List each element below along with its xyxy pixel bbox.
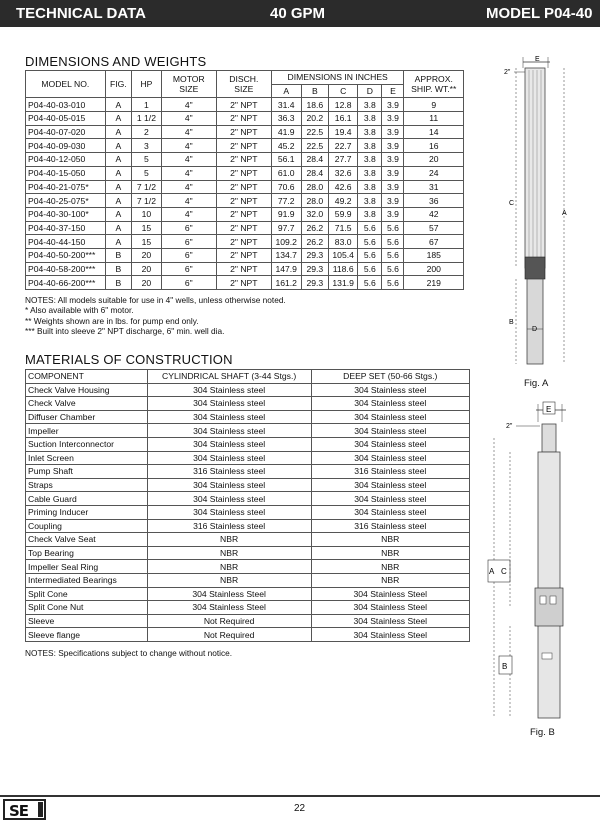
- table-cell: 3.9: [382, 153, 404, 167]
- table-cell: 20.2: [301, 112, 329, 126]
- table-cell: 304 Stainless Steel: [311, 587, 469, 601]
- table-row: [26, 207, 464, 221]
- table-cell: 131.9: [329, 276, 358, 290]
- table-row: [26, 424, 470, 438]
- th-c: C: [329, 84, 358, 98]
- table-cell: P04-40-05-015: [26, 112, 106, 126]
- table-cell: 316 Stainless steel: [147, 519, 311, 533]
- table-cell: 1: [132, 98, 162, 112]
- table-cell: P04-40-66-200***: [26, 276, 106, 290]
- table-cell: 29.3: [301, 276, 329, 290]
- table-cell: 42.6: [329, 180, 358, 194]
- table-row: [26, 139, 464, 153]
- table-cell: 3.8: [358, 153, 382, 167]
- table-cell: 316 Stainless steel: [311, 519, 469, 533]
- table-cell: 4": [161, 207, 216, 221]
- table-cell: 42: [404, 207, 464, 221]
- table-cell: 2" NPT: [216, 125, 271, 139]
- header-model: MODEL P04-40: [486, 5, 593, 22]
- figure-b-diagram: [480, 398, 600, 728]
- table-cell: NBR: [311, 546, 469, 560]
- table-cell: 6": [161, 235, 216, 249]
- table-cell: NBR: [311, 533, 469, 547]
- table-cell: 22.5: [301, 139, 329, 153]
- table-cell: 28.4: [301, 166, 329, 180]
- table-cell: 15: [132, 221, 162, 235]
- table-cell: 161.2: [271, 276, 301, 290]
- table-cell: Check Valve Seat: [26, 533, 148, 547]
- table-cell: 3.9: [382, 139, 404, 153]
- th-a: A: [271, 84, 301, 98]
- table-cell: NBR: [311, 560, 469, 574]
- note-line: *** Built into sleeve 2" NPT discharge, 6" min. well dia.: [25, 325, 225, 336]
- pump-inlet: [535, 588, 563, 626]
- table-cell: 32.0: [301, 207, 329, 221]
- table-row: [26, 397, 470, 411]
- table-cell: A: [105, 235, 131, 249]
- table-cell: 77.2: [271, 194, 301, 208]
- table-cell: Diffuser Chamber: [26, 410, 148, 424]
- table-cell: 19.4: [329, 125, 358, 139]
- table-cell: 2" NPT: [216, 248, 271, 262]
- table-cell: 304 Stainless steel: [311, 397, 469, 411]
- table-cell: 5.6: [358, 235, 382, 249]
- table-cell: 71.5: [329, 221, 358, 235]
- table-cell: 3.9: [382, 194, 404, 208]
- table-cell: 3.8: [358, 98, 382, 112]
- table-cell: 3.8: [358, 194, 382, 208]
- fig-a-label-c: C: [509, 200, 515, 207]
- table-cell: A: [105, 194, 131, 208]
- logo-bar: [38, 802, 43, 817]
- th-cylindrical: CYLINDRICAL SHAFT (3-44 Stgs.): [147, 370, 311, 384]
- table-row: [26, 519, 470, 533]
- table-cell: 3.8: [358, 180, 382, 194]
- table-cell: 12.8: [329, 98, 358, 112]
- table-cell: 5.6: [382, 276, 404, 290]
- table-cell: 26.2: [301, 221, 329, 235]
- table-cell: Not Required: [147, 628, 311, 642]
- table-cell: 4": [161, 125, 216, 139]
- table-row: [26, 166, 464, 180]
- th-d: D: [358, 84, 382, 98]
- th-fig: FIG.: [105, 71, 131, 98]
- table-cell: Impeller Seal Ring: [26, 560, 148, 574]
- table-cell: 24: [404, 166, 464, 180]
- th-component: COMPONENT: [26, 370, 148, 384]
- table-cell: 316 Stainless steel: [147, 465, 311, 479]
- header-title: TECHNICAL DATA: [16, 5, 146, 22]
- table-row: [26, 628, 470, 642]
- table-cell: 134.7: [271, 248, 301, 262]
- table-cell: 3.9: [382, 112, 404, 126]
- table-cell: 2" NPT: [216, 194, 271, 208]
- table-cell: 304 Stainless steel: [311, 424, 469, 438]
- table-row: [26, 546, 470, 560]
- table-row: [26, 235, 464, 249]
- table-cell: 5.6: [382, 235, 404, 249]
- table-cell: 2" NPT: [216, 235, 271, 249]
- table-cell: 41.9: [271, 125, 301, 139]
- table-row: [26, 505, 470, 519]
- table-row: [26, 410, 470, 424]
- table-cell: 200: [404, 262, 464, 276]
- th-e: E: [382, 84, 404, 98]
- table-cell: A: [105, 166, 131, 180]
- table-cell: 316 Stainless steel: [311, 465, 469, 479]
- fig-b-label-b: B: [502, 662, 508, 671]
- table-cell: 5: [132, 166, 162, 180]
- table-cell: 97.7: [271, 221, 301, 235]
- table-cell: Sleeve flange: [26, 628, 148, 642]
- table-row: [26, 560, 470, 574]
- table-cell: 304 Stainless steel: [147, 505, 311, 519]
- table-cell: 14: [404, 125, 464, 139]
- fig-a-label-e: E: [535, 56, 540, 63]
- table-cell: 3.8: [358, 207, 382, 221]
- table-cell: 31.4: [271, 98, 301, 112]
- table-cell: P04-40-25-075*: [26, 194, 106, 208]
- table-cell: 304 Stainless Steel: [311, 601, 469, 615]
- table-cell: Check Valve: [26, 397, 148, 411]
- table-cell: 1 1/2: [132, 112, 162, 126]
- table-cell: 2" NPT: [216, 166, 271, 180]
- table-cell: 67: [404, 235, 464, 249]
- table-row: [26, 112, 464, 126]
- note-line: * Also available with 6" motor.: [25, 305, 134, 316]
- table-cell: B: [105, 262, 131, 276]
- table-row: [26, 437, 470, 451]
- table-cell: B: [105, 276, 131, 290]
- table-row: [26, 221, 464, 235]
- th-b: B: [301, 84, 329, 98]
- table-cell: 2" NPT: [216, 180, 271, 194]
- table-cell: 22.7: [329, 139, 358, 153]
- page-number: 22: [294, 803, 306, 814]
- table-cell: 3.9: [382, 207, 404, 221]
- table-cell: 4": [161, 139, 216, 153]
- table-cell: Inlet Screen: [26, 451, 148, 465]
- company-logo: [3, 799, 46, 820]
- table-cell: 22.5: [301, 125, 329, 139]
- table-cell: 31: [404, 180, 464, 194]
- table-cell: P04-40-15-050: [26, 166, 106, 180]
- table-cell: Split Cone Nut: [26, 601, 148, 615]
- table-cell: 304 Stainless Steel: [147, 587, 311, 601]
- table-cell: NBR: [147, 546, 311, 560]
- table-cell: 6": [161, 248, 216, 262]
- table-row: [26, 153, 464, 167]
- table-cell: P04-40-21-075*: [26, 180, 106, 194]
- table-cell: 304 Stainless steel: [311, 437, 469, 451]
- table-cell: 59.9: [329, 207, 358, 221]
- table-cell: 29.3: [301, 248, 329, 262]
- footer-divider: [0, 795, 600, 797]
- table-row: [26, 194, 464, 208]
- table-cell: 5.6: [358, 262, 382, 276]
- table-cell: NBR: [311, 573, 469, 587]
- table-cell: 3.8: [358, 125, 382, 139]
- table-cell: 61.0: [271, 166, 301, 180]
- header-flow: 40 GPM: [270, 5, 326, 22]
- table-cell: 7 1/2: [132, 194, 162, 208]
- table-row: [26, 614, 470, 628]
- table-cell: 20: [132, 276, 162, 290]
- th-weight: APPROX. SHIP. WT.**: [404, 71, 464, 98]
- dimensions-notes: [25, 295, 286, 336]
- figure-a-diagram: [490, 52, 600, 392]
- table-cell: 3: [132, 139, 162, 153]
- table-cell: A: [105, 153, 131, 167]
- table-cell: Cable Guard: [26, 492, 148, 506]
- pump-inlet: [525, 257, 545, 279]
- fig-b-label-a: A: [489, 567, 495, 576]
- fig-a-label-d: D: [532, 326, 538, 333]
- table-cell: 304 Stainless steel: [311, 383, 469, 397]
- fig-a-label-b: B: [509, 319, 514, 326]
- table-cell: Priming Inducer: [26, 505, 148, 519]
- table-cell: 36: [404, 194, 464, 208]
- table-cell: P04-40-30-100*: [26, 207, 106, 221]
- table-row: [26, 248, 464, 262]
- table-cell: Intermediated Bearings: [26, 573, 148, 587]
- table-cell: Not Required: [147, 614, 311, 628]
- table-cell: 5.6: [358, 276, 382, 290]
- note-line: ** Weights shown are in lbs. for pump end only.: [25, 315, 199, 326]
- table-cell: 5: [132, 153, 162, 167]
- table-cell: 5.6: [382, 248, 404, 262]
- table-cell: 5.6: [382, 221, 404, 235]
- th-disch: DISCH. SIZE: [216, 71, 271, 98]
- table-cell: P04-40-37-150: [26, 221, 106, 235]
- table-cell: 4": [161, 98, 216, 112]
- table-cell: 28.4: [301, 153, 329, 167]
- table-cell: 9: [404, 98, 464, 112]
- table-cell: 2: [132, 125, 162, 139]
- table-cell: 304 Stainless steel: [311, 505, 469, 519]
- table-cell: Sleeve: [26, 614, 148, 628]
- table-cell: 45.2: [271, 139, 301, 153]
- table-cell: 26.2: [301, 235, 329, 249]
- table-cell: P04-40-07-020: [26, 125, 106, 139]
- table-cell: 5.6: [382, 262, 404, 276]
- fig-b-label-2in: 2": [506, 423, 513, 430]
- table-cell: 7 1/2: [132, 180, 162, 194]
- page-header: [0, 0, 600, 27]
- table-cell: A: [105, 139, 131, 153]
- table-cell: 304 Stainless steel: [311, 410, 469, 424]
- table-cell: 3.9: [382, 180, 404, 194]
- table-cell: 304 Stainless Steel: [311, 614, 469, 628]
- table-row: [26, 601, 470, 615]
- table-cell: 16: [404, 139, 464, 153]
- table-cell: A: [105, 207, 131, 221]
- table-cell: 304 Stainless steel: [147, 383, 311, 397]
- table-cell: 15: [132, 235, 162, 249]
- table-row: [26, 533, 470, 547]
- table-cell: 2" NPT: [216, 262, 271, 276]
- table-cell: A: [105, 125, 131, 139]
- table-cell: 28.0: [301, 194, 329, 208]
- table-row: [26, 492, 470, 506]
- th-model: MODEL NO.: [26, 71, 106, 98]
- table-cell: 10: [132, 207, 162, 221]
- table-cell: 27.7: [329, 153, 358, 167]
- table-cell: 4": [161, 180, 216, 194]
- table-cell: 70.6: [271, 180, 301, 194]
- table-cell: 147.9: [271, 262, 301, 276]
- table-cell: P04-40-03-010: [26, 98, 106, 112]
- table-cell: 304 Stainless steel: [311, 492, 469, 506]
- table-cell: 11: [404, 112, 464, 126]
- table-row: [26, 383, 470, 397]
- table-cell: Straps: [26, 478, 148, 492]
- table-cell: 20: [132, 248, 162, 262]
- table-cell: P04-40-09-030: [26, 139, 106, 153]
- table-cell: 3.8: [358, 112, 382, 126]
- table-cell: Suction Interconnector: [26, 437, 148, 451]
- table-cell: Top Bearing: [26, 546, 148, 560]
- table-row: [26, 98, 464, 112]
- table-cell: Impeller: [26, 424, 148, 438]
- table-cell: P04-40-12-050: [26, 153, 106, 167]
- table-cell: 304 Stainless steel: [147, 410, 311, 424]
- table-cell: B: [105, 248, 131, 262]
- table-cell: 49.2: [329, 194, 358, 208]
- th-motor: MOTOR SIZE: [161, 71, 216, 98]
- fig-a-caption: Fig. A: [524, 378, 549, 389]
- table-cell: P04-40-58-200***: [26, 262, 106, 276]
- table-cell: 4": [161, 194, 216, 208]
- table-cell: 304 Stainless Steel: [311, 628, 469, 642]
- table-cell: 5.6: [358, 221, 382, 235]
- table-cell: A: [105, 180, 131, 194]
- fig-b-label-e: E: [546, 405, 552, 414]
- table-cell: 185: [404, 248, 464, 262]
- table-cell: 2" NPT: [216, 276, 271, 290]
- table-cell: 57: [404, 221, 464, 235]
- table-cell: 20: [404, 153, 464, 167]
- table-cell: 219: [404, 276, 464, 290]
- th-dims: DIMENSIONS IN INCHES: [271, 71, 404, 85]
- table-row: [26, 573, 470, 587]
- pump-body: [525, 68, 545, 268]
- table-cell: 304 Stainless steel: [147, 424, 311, 438]
- table-cell: 29.3: [301, 262, 329, 276]
- table-cell: 16.1: [329, 112, 358, 126]
- fig-a-label-a: A: [562, 210, 567, 217]
- table-cell: 6": [161, 221, 216, 235]
- table-cell: P04-40-50-200***: [26, 248, 106, 262]
- table-cell: NBR: [147, 573, 311, 587]
- sleeve-body: [538, 452, 560, 718]
- fig-b-label-c: C: [501, 567, 507, 576]
- table-row: [26, 125, 464, 139]
- table-cell: 304 Stainless steel: [311, 478, 469, 492]
- table-cell: 304 Stainless steel: [311, 451, 469, 465]
- materials-title: MATERIALS OF CONSTRUCTION: [25, 352, 233, 367]
- table-cell: 3.9: [382, 98, 404, 112]
- table-row: [26, 478, 470, 492]
- table-cell: 304 Stainless steel: [147, 492, 311, 506]
- dimensions-table: [25, 70, 464, 290]
- table-cell: 56.1: [271, 153, 301, 167]
- materials-notes: NOTES: Specifications subject to change without notice.: [25, 648, 233, 658]
- table-cell: 4": [161, 112, 216, 126]
- table-row: [26, 180, 464, 194]
- table-cell: 118.6: [329, 262, 358, 276]
- table-row: [26, 276, 464, 290]
- table-cell: 105.4: [329, 248, 358, 262]
- table-cell: Split Cone: [26, 587, 148, 601]
- table-cell: 2" NPT: [216, 221, 271, 235]
- table-cell: 3.9: [382, 125, 404, 139]
- fig-a-label-2in: 2": [504, 69, 511, 76]
- table-cell: 2" NPT: [216, 153, 271, 167]
- table-cell: 32.6: [329, 166, 358, 180]
- discharge-head: [542, 424, 556, 452]
- table-cell: 91.9: [271, 207, 301, 221]
- table-cell: 36.3: [271, 112, 301, 126]
- table-cell: 3.9: [382, 166, 404, 180]
- table-cell: NBR: [147, 533, 311, 547]
- table-cell: 2" NPT: [216, 207, 271, 221]
- table-cell: 5.6: [358, 248, 382, 262]
- table-cell: 2" NPT: [216, 98, 271, 112]
- table-cell: 4": [161, 153, 216, 167]
- table-cell: 2" NPT: [216, 139, 271, 153]
- table-cell: Check Valve Housing: [26, 383, 148, 397]
- table-cell: 4": [161, 166, 216, 180]
- table-cell: 6": [161, 276, 216, 290]
- table-cell: 304 Stainless steel: [147, 397, 311, 411]
- note-line: NOTES: All models suitable for use in 4" wells, unless otherwise noted.: [25, 295, 286, 305]
- table-cell: A: [105, 98, 131, 112]
- th-hp: HP: [132, 71, 162, 98]
- materials-table: [25, 369, 470, 642]
- table-cell: 304 Stainless steel: [147, 478, 311, 492]
- table-cell: Pump Shaft: [26, 465, 148, 479]
- table-cell: 304 Stainless steel: [147, 451, 311, 465]
- table-cell: 6": [161, 262, 216, 276]
- table-cell: 109.2: [271, 235, 301, 249]
- table-row: [26, 262, 464, 276]
- table-row: [26, 465, 470, 479]
- table-cell: Coupling: [26, 519, 148, 533]
- table-cell: 3.8: [358, 166, 382, 180]
- table-cell: NBR: [147, 560, 311, 574]
- table-cell: 3.8: [358, 139, 382, 153]
- dimensions-title: DIMENSIONS AND WEIGHTS: [25, 54, 207, 69]
- table-cell: 304 Stainless Steel: [147, 601, 311, 615]
- table-cell: 28.0: [301, 180, 329, 194]
- fig-b-caption: Fig. B: [530, 727, 555, 738]
- table-cell: 18.6: [301, 98, 329, 112]
- table-cell: 2" NPT: [216, 112, 271, 126]
- th-deepset: DEEP SET (50-66 Stgs.): [311, 370, 469, 384]
- table-cell: 83.0: [329, 235, 358, 249]
- table-row: [26, 451, 470, 465]
- table-cell: A: [105, 112, 131, 126]
- table-cell: A: [105, 221, 131, 235]
- table-row: [26, 587, 470, 601]
- motor-body: [527, 279, 543, 364]
- table-cell: 20: [132, 262, 162, 276]
- table-cell: 304 Stainless steel: [147, 437, 311, 451]
- table-cell: P04-40-44-150: [26, 235, 106, 249]
- logo-text: SE: [9, 802, 29, 820]
